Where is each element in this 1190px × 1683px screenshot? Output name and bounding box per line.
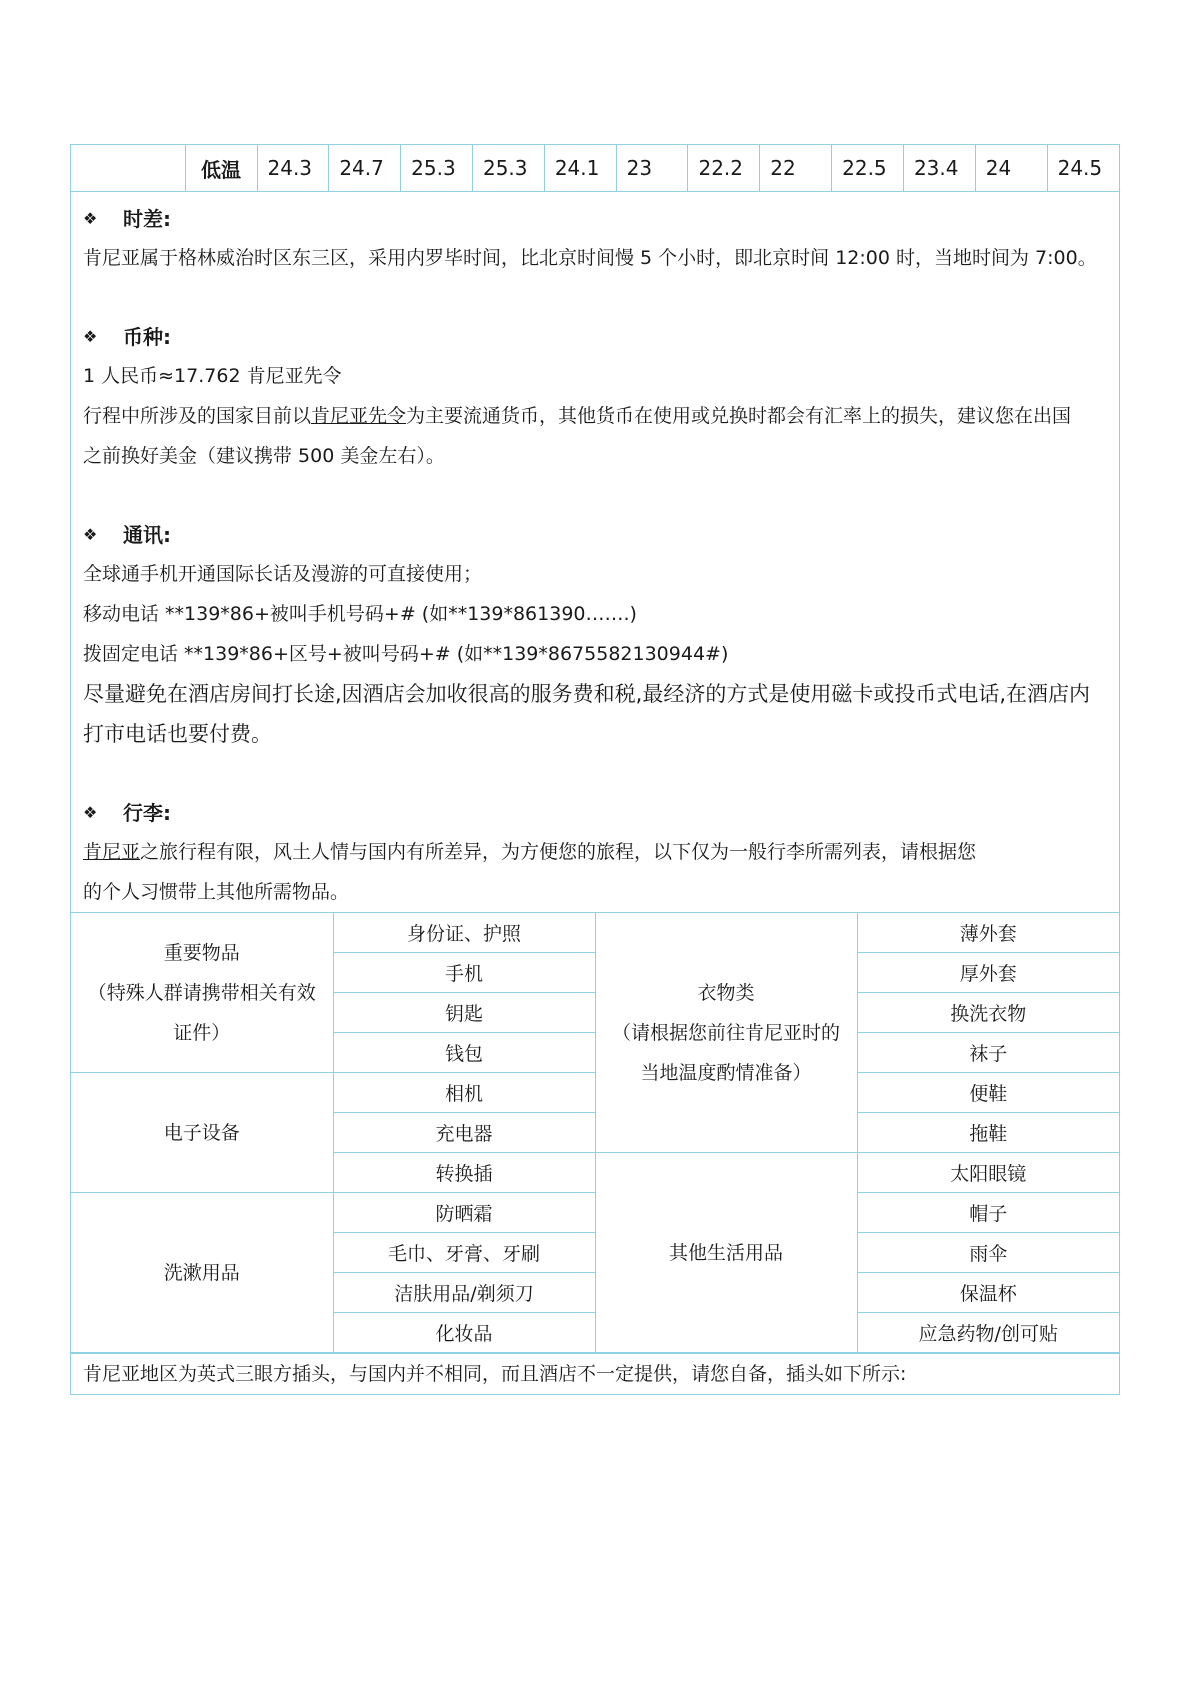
item-cell: 应急药物/创可贴 <box>857 1313 1119 1353</box>
currency-text-line2: 之前换好美金（建议携带 500 美金左右）。 <box>83 445 445 467</box>
diamond-bullet-icon: ❖ <box>83 209 98 228</box>
item-cell: 化妆品 <box>333 1313 595 1353</box>
temp-value: 22.5 <box>832 145 904 192</box>
temperature-table <box>71 145 1119 192</box>
currency-text-post: 为主要流通货币，其他货币在使用或兑换时都会有汇率上的损失，建议您在出国 <box>406 405 1072 427</box>
category-toiletries <box>71 1193 333 1353</box>
document-frame <box>70 144 1120 1395</box>
item-cell: 防晒霜 <box>333 1193 595 1233</box>
time-difference-text: 肯尼亚属于格林威治时区东三区，采用内罗毕时间，比北京时间慢 5 个小时，即北京时间 12:00 时，当地时间为 7:00。 <box>83 247 1097 269</box>
item-cell: 洁肤用品/剃须刀 <box>333 1273 595 1313</box>
category-line: 其他生活用品 <box>668 1241 783 1264</box>
section-title: 币种: <box>123 325 171 349</box>
temp-value: 23.4 <box>903 145 975 192</box>
item-cell: 钥匙 <box>333 993 595 1033</box>
item-cell: 雨伞 <box>857 1233 1119 1273</box>
item-cell: 相机 <box>333 1073 595 1113</box>
luggage-intro-rest: 之旅行程有限，风土人情与国内有所差异，为方便您的旅程，以下仅为一般行李所需列表，请根据您 <box>140 841 977 863</box>
category-line: 当地温度酌情准备） <box>640 1061 812 1084</box>
category-other-daily <box>595 1153 857 1353</box>
item-cell: 拖鞋 <box>857 1113 1119 1153</box>
comm-line-3: 拨固定电话 **139*86+区号+被叫号码+# (如**139*8675582130944#) <box>83 643 729 665</box>
temp-value: 24 <box>975 145 1047 192</box>
temp-value: 25.3 <box>401 145 473 192</box>
item-cell: 厚外套 <box>857 953 1119 993</box>
plug-note: 肯尼亚地区为英式三眼方插头，与国内并不相同，而且酒店不一定提供，请您自备，插头如下所示: <box>71 1353 1119 1394</box>
row-label: 低温 <box>185 145 257 192</box>
luggage-table <box>71 912 1119 1353</box>
low-temp-row <box>71 145 1119 192</box>
temp-value: 24.3 <box>257 145 329 192</box>
section-title: 时差: <box>123 207 171 231</box>
temp-value: 24.5 <box>1047 145 1119 192</box>
section-heading-currency <box>83 318 1107 356</box>
luggage-intro <box>83 832 1107 872</box>
category-line: 重要物品 <box>163 941 240 964</box>
empty-cell <box>71 145 185 192</box>
comm-line-2: 移动电话 **139*86+被叫手机号码+# (如**139*861390…….) <box>83 603 637 625</box>
temp-value: 25.3 <box>472 145 544 192</box>
category-line: （特殊人群请携带相关有效 <box>87 981 316 1004</box>
luggage-intro-line2: 的个人习惯带上其他所需物品。 <box>83 881 350 903</box>
section-heading-communication <box>83 516 1107 554</box>
section-title: 行李: <box>123 801 171 825</box>
item-cell: 帽子 <box>857 1193 1119 1233</box>
item-cell: 转换插 <box>333 1153 595 1193</box>
section-time-difference <box>71 192 1119 912</box>
temp-value: 22 <box>760 145 832 192</box>
item-cell: 换洗衣物 <box>857 993 1119 1033</box>
item-cell: 太阳眼镜 <box>857 1153 1119 1193</box>
item-cell: 毛巾、牙膏、牙刷 <box>333 1233 595 1273</box>
temp-value: 24.1 <box>544 145 616 192</box>
category-line: 电子设备 <box>163 1121 240 1144</box>
kenya-link[interactable]: 肯尼亚 <box>83 841 141 863</box>
item-cell: 薄外套 <box>857 913 1119 953</box>
category-line: 洗漱用品 <box>163 1261 240 1284</box>
category-line: （请根据您前往肯尼亚时的 <box>611 1021 840 1044</box>
temp-value: 24.7 <box>329 145 401 192</box>
currency-link[interactable]: 肯尼亚先令 <box>311 405 407 427</box>
comm-line-4: 尽量避免在酒店房间打长途,因酒店会加收很高的服务费和税,最经济的方式是使用磁卡或投币式电话,在酒店内打市电话也要付费。 <box>83 682 1091 746</box>
diamond-bullet-icon: ❖ <box>83 327 98 346</box>
category-line: 衣物类 <box>697 981 755 1004</box>
item-cell: 钱包 <box>333 1033 595 1073</box>
section-heading-luggage <box>83 794 1107 832</box>
item-cell: 袜子 <box>857 1033 1119 1073</box>
currency-text <box>83 396 1107 436</box>
category-line: 证件） <box>173 1021 231 1044</box>
section-heading <box>83 200 1107 238</box>
item-cell: 便鞋 <box>857 1073 1119 1113</box>
category-clothing <box>595 913 857 1153</box>
exchange-rate: 1 人民币≈17.762 肯尼亚先令 <box>83 365 342 387</box>
temp-value: 22.2 <box>688 145 760 192</box>
item-cell: 充电器 <box>333 1113 595 1153</box>
currency-text-pre: 行程中所涉及的国家目前以 <box>83 405 312 427</box>
diamond-bullet-icon: ❖ <box>83 803 98 822</box>
diamond-bullet-icon: ❖ <box>83 525 98 544</box>
temp-value: 23 <box>616 145 688 192</box>
category-electronics <box>71 1073 333 1193</box>
section-title: 通讯: <box>123 523 171 547</box>
table-row <box>71 913 1119 953</box>
comm-line-1: 全球通手机开通国际长话及漫游的可直接使用； <box>83 563 483 585</box>
item-cell: 手机 <box>333 953 595 993</box>
item-cell: 保温杯 <box>857 1273 1119 1313</box>
category-important <box>71 913 333 1073</box>
item-cell: 身份证、护照 <box>333 913 595 953</box>
